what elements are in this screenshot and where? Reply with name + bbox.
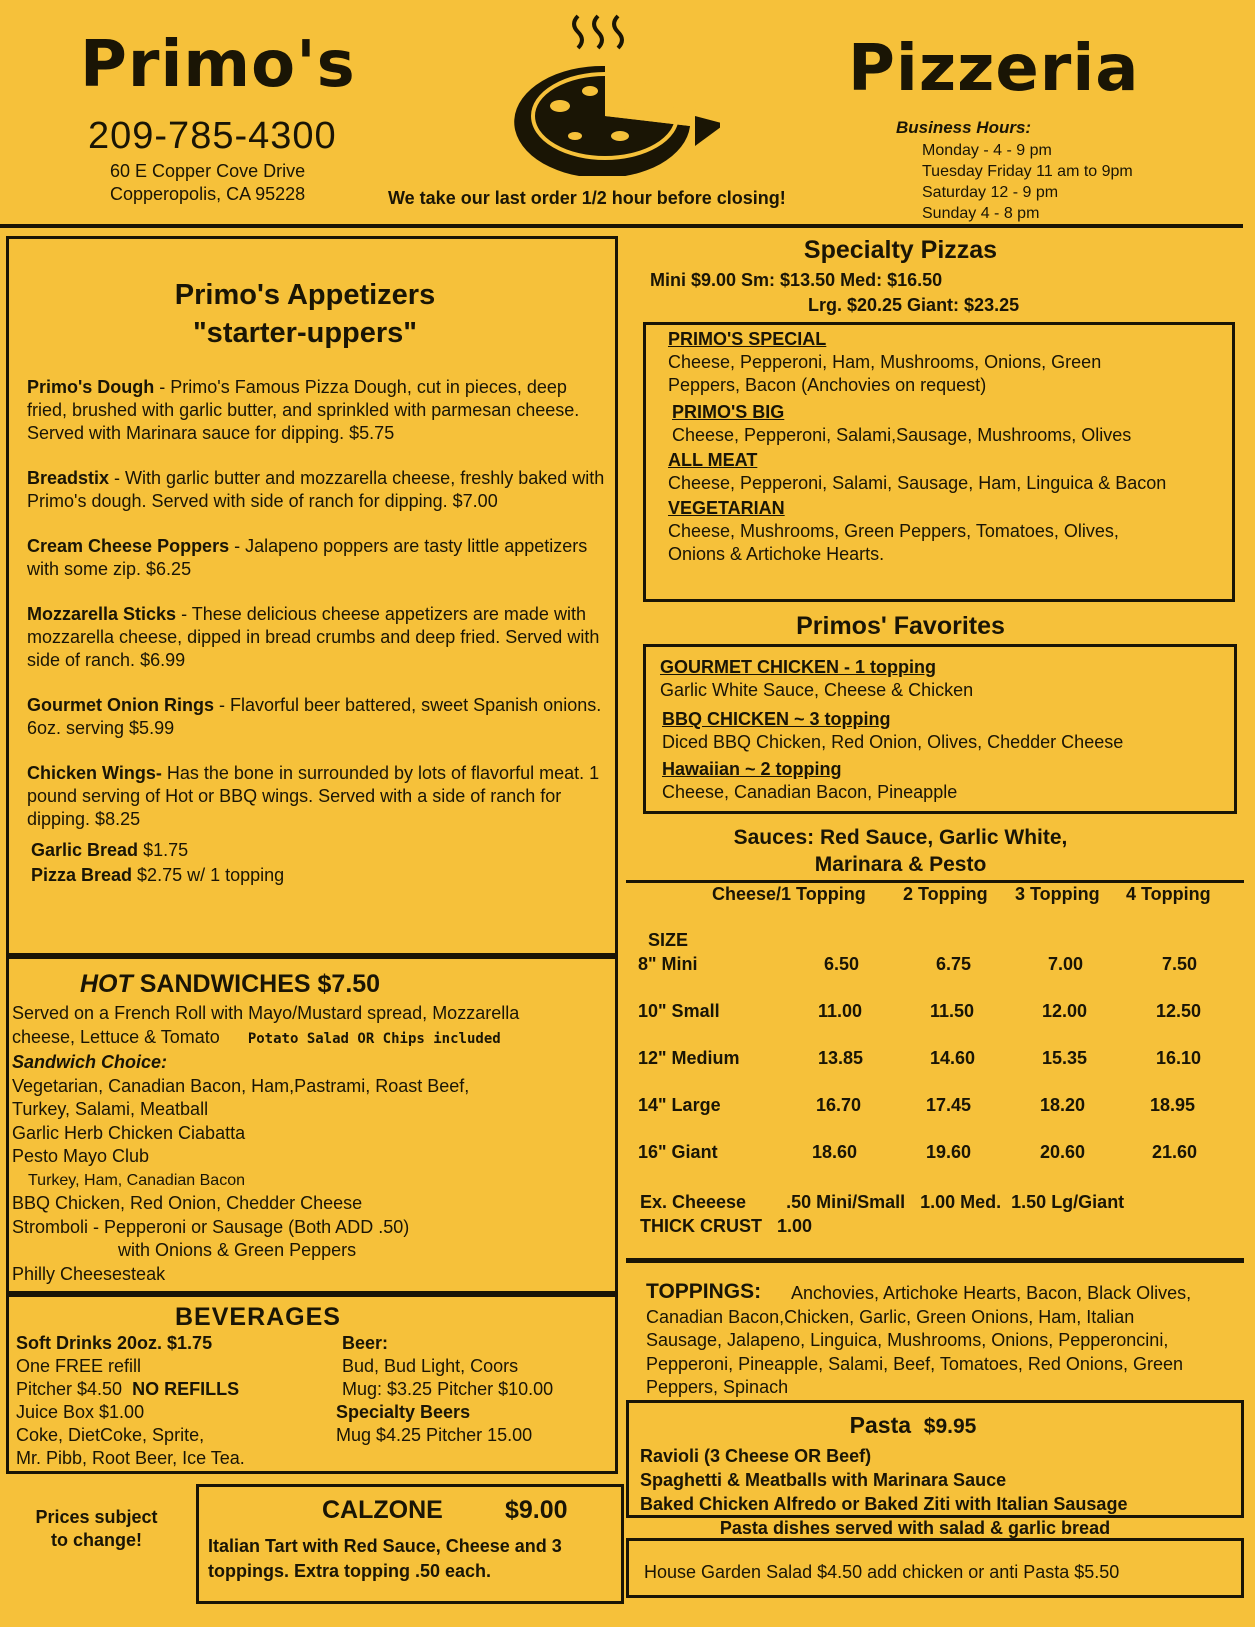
juice-box: Juice Box $1.00 [16, 1402, 145, 1422]
favorite-item [660, 656, 1220, 702]
specialty-name: VEGETARIAN [668, 498, 785, 518]
calzone-heading: CALZONE [322, 1496, 443, 1524]
favorite-name: GOURMET CHICKEN - 1 topping [660, 657, 936, 677]
favorite-desc: Garlic White Sauce, Cheese & Chicken [660, 680, 974, 700]
sandwich-choice: Philly Cheesesteak [12, 1263, 166, 1284]
specialty-item [668, 401, 1228, 447]
table-row [638, 1095, 1228, 1119]
pasta-item: Spaghetti & Meatballs with Marinara Sauce [640, 1470, 1007, 1490]
size-cell: 10" Small [638, 1001, 720, 1021]
appetizer-item [27, 376, 607, 445]
item-name: Mozzarella Sticks [27, 604, 177, 624]
price-cell: 16.10 [1156, 1048, 1202, 1068]
price-cell: 19.60 [926, 1142, 972, 1162]
specialty-item [668, 449, 1228, 495]
specialty-list [668, 328, 1228, 566]
specialty-prices: Mini $9.00 Sm: $13.50 Med: $16.50 [650, 270, 943, 290]
sandwich-choice: Vegetarian, Canadian Bacon, Ham,Pastrami, Roast Beef, [12, 1075, 470, 1096]
beverages-heading: BEVERAGES [175, 1303, 341, 1331]
pitcher-price: Pitcher $4.50 [16, 1379, 123, 1399]
specialty-beer-price: Mug $4.25 Pitcher 15.00 [336, 1425, 533, 1445]
beer-heading: Beer: [342, 1333, 389, 1353]
price-cell: 18.20 [1040, 1095, 1086, 1115]
specialty-name: PRIMO'S SPECIAL [668, 329, 827, 349]
sandwich-details [12, 1002, 612, 1286]
item-name: Primo's Dough [27, 377, 155, 397]
sandwich-desc [12, 1026, 612, 1052]
sandwich-choice: Pesto Mayo Club [12, 1146, 150, 1166]
title-pizzeria: Pizzeria [848, 32, 1140, 106]
appetizers-subtitle: "starter-uppers" [192, 317, 418, 349]
soft-drinks-price: Soft Drinks 20oz. $1.75 [16, 1333, 213, 1353]
item-name: Garlic Bread [31, 840, 139, 860]
item-desc: - With garlic butter and mozzarella cheese, freshly baked with Primo's dough. Served with side of ranch for dipping. $7.00 [27, 468, 605, 511]
sandwiches-heading [80, 970, 380, 999]
item-name: Cream Cheese Poppers [27, 536, 230, 556]
beer-price: Mug: $3.25 Pitcher $10.00 [342, 1379, 554, 1399]
price-cell: 13.85 [818, 1048, 864, 1068]
appetizer-item [27, 535, 607, 581]
address-line-1: 60 E Copper Cove Drive [110, 161, 306, 181]
specialty-item [668, 328, 1228, 397]
calzone-price: $9.00 [505, 1496, 568, 1524]
address [110, 160, 305, 206]
pasta-list [640, 1444, 1220, 1540]
price-cell: 18.95 [1150, 1095, 1196, 1115]
pasta-note: Pasta dishes served with salad & garlic bread [719, 1518, 1111, 1538]
sandwich-choice: Garlic Herb Chicken Ciabatta [12, 1122, 246, 1143]
item-name: Gourmet Onion Rings [27, 695, 214, 715]
price-cell: 7.50 [1162, 954, 1198, 974]
item-desc: - Primo's Famous Pizza Dough, cut in pieces, deep fried, brushed with garlic butter, and sprinkled with parmesan cheese. Served with Marinara sauce for dipping. $5.75 [27, 377, 580, 443]
price-cell: 20.60 [1040, 1142, 1086, 1162]
specialty-name: PRIMO'S BIG [672, 402, 785, 422]
appetizer-item [27, 762, 607, 831]
item-desc: - Flavorful beer battered, sweet Spanish onions. 6oz. serving $5.99 [27, 695, 602, 738]
col-header: 4 Topping [1126, 884, 1211, 904]
sandwich-choice: Stromboli - Pepperoni or Sausage (Both ADD .50) [12, 1216, 410, 1237]
price-cell: 17.45 [926, 1095, 972, 1115]
specialty-heading: Specialty Pizzas [803, 236, 998, 264]
sandwich-desc-text: cheese, Lettuce & Tomato [12, 1026, 220, 1047]
toppings-heading: TOPPINGS: [646, 1280, 762, 1303]
favorite-desc: Diced BBQ Chicken, Red Onion, Olives, Chedder Cheese [662, 732, 1124, 752]
size-cell: 12" Medium [638, 1048, 740, 1068]
favorites-list [660, 656, 1220, 804]
extra-cheese: Ex. Cheeese .50 Mini/Small 1.00 Med. 1.50 Lg/Giant [640, 1192, 1125, 1212]
sauces-line: Sauces: Red Sauce, Garlic White, [733, 826, 1068, 849]
item-price: $2.75 w/ 1 topping [132, 865, 285, 885]
favorite-name: BBQ CHICKEN ~ 3 topping [662, 709, 891, 729]
specialty-desc: Cheese, Pepperoni, Salami, Sausage, Ham, Linguica & Bacon [668, 473, 1167, 493]
pizza-logo-icon [490, 6, 720, 176]
sides-note: Potato Salad OR Chips included [247, 1030, 501, 1047]
sandwich-choice-sub: Turkey, Ham, Canadian Bacon [28, 1171, 245, 1189]
item-price: $1.75 [138, 840, 189, 860]
item-desc: - These delicious cheese appetizers are made with mozzarella cheese, dipped in bread crumbs and deep fried. Served with side of ranch. $6.99 [27, 604, 600, 670]
table-row [638, 954, 1228, 978]
header-divider [0, 224, 1243, 228]
price-cell: 18.60 [812, 1142, 858, 1162]
table-row [638, 1048, 1228, 1072]
price-cell: 16.70 [816, 1095, 862, 1115]
pasta-title: Pasta [849, 1412, 912, 1438]
no-refills: NO REFILLS [132, 1379, 240, 1399]
item-desc: - Jalapeno poppers are tasty little appetizers with some zip. $6.25 [27, 536, 588, 579]
appetizer-item [27, 467, 607, 513]
pizza-bread [27, 864, 607, 887]
garlic-bread [27, 839, 607, 862]
calzone-desc: Italian Tart with Red Sauce, Cheese and 3 toppings. Extra topping .50 each. [208, 1536, 562, 1581]
thick-crust: THICK CRUST 1.00 [640, 1216, 813, 1236]
specialty-desc: Cheese, Pepperoni, Ham, Mushrooms, Onions, Green Peppers, Bacon (Anchovies on request) [668, 352, 1102, 395]
price-cell: 11.00 [818, 1001, 863, 1021]
beer [336, 1332, 554, 1447]
col-header: 2 Topping [903, 884, 988, 904]
sandwich-choice-heading: Sandwich Choice: [12, 1052, 168, 1072]
sandwich-choice: Turkey, Salami, Meatball [12, 1099, 209, 1119]
specialty-prices: Lrg. $20.25 Giant: $23.25 [808, 295, 1020, 315]
size-cell: 8" Mini [638, 954, 698, 974]
sauces-line: Marinara & Pesto [814, 853, 987, 876]
item-desc: Has the bone in surrounded by lots of flavorful meat. 1 pound serving of Hot or BBQ wings. Served with a side of ranch for dipping. $8.25 [27, 763, 600, 829]
size-cell: 14" Large [638, 1095, 721, 1115]
item-name: Pizza Bread [31, 865, 133, 885]
specialty-name: ALL MEAT [668, 450, 758, 470]
price-cell: 7.00 [1048, 954, 1084, 974]
pasta-price: $9.95 [923, 1415, 977, 1438]
appetizers-heading [60, 276, 550, 352]
table-row [638, 1142, 1228, 1166]
hours-line: Monday - 4 - 9 pm [922, 142, 1052, 159]
toppings-divider [626, 1258, 1244, 1263]
pasta-item: Baked Chicken Alfredo or Baked Ziti with Italian Sausage [640, 1494, 1128, 1514]
price-cell: 21.60 [1152, 1142, 1198, 1162]
price-cell: 12.50 [1156, 1001, 1202, 1021]
beer-list: Bud, Bud Light, Coors [342, 1356, 519, 1376]
hours-line: Sunday 4 - 8 pm [922, 205, 1040, 222]
prices-subject-note [14, 1506, 179, 1552]
pitcher-line [16, 1378, 245, 1401]
favorite-desc: Cheese, Canadian Bacon, Pineapple [662, 782, 958, 802]
sandwiches-title: SANDWICHES $7.50 [132, 970, 381, 998]
appetizer-list [27, 376, 607, 889]
item-name: Breadstix [27, 468, 110, 488]
soda-list: Coke, DietCoke, Sprite, [16, 1425, 205, 1445]
refill-note: One FREE refill [16, 1356, 142, 1376]
col-header: 3 Topping [1015, 884, 1100, 904]
sandwich-choice-sub: with Onions & Green Peppers [118, 1240, 357, 1260]
toppings-list: Anchovies, Artichoke Hearts, Bacon, Black Olives, Canadian Bacon,Chicken, Garlic, Green Onions, Ham, Italian Sausage, Jalapeno, Linguica, Mushrooms, Onions, Pepperoncini, Pepperoni, Pineapple, Salami, Beef, Tomatoes, Red Onions, Green Peppers, Spinach [646, 1283, 1192, 1397]
last-order-note: We take our last order 1/2 hour before closing! [388, 188, 786, 208]
appetizer-item [27, 694, 607, 740]
business-hours-heading: Business Hours: [896, 118, 1032, 137]
favorite-item [660, 708, 1220, 754]
size-cell: 16" Giant [638, 1142, 718, 1162]
specialty-item [668, 497, 1228, 566]
title-primos: Primo's [80, 28, 356, 102]
price-cell: 14.60 [930, 1048, 976, 1068]
appetizers-title: Primo's Appetizers [174, 279, 436, 311]
sandwich-choice: BBQ Chicken, Red Onion, Chedder Cheese [12, 1193, 363, 1213]
specialty-beer-heading: Specialty Beers [336, 1402, 471, 1422]
specialty-desc: Cheese, Mushrooms, Green Peppers, Tomatoes, Olives, Onions & Artichoke Hearts. [668, 521, 1119, 564]
extras [640, 1190, 1124, 1238]
favorite-name: Hawaiian ~ 2 topping [662, 759, 842, 779]
favorite-item [660, 758, 1220, 804]
price-cell: 11.50 [930, 1001, 975, 1021]
price-cell: 6.75 [936, 954, 972, 974]
pasta-item: Ravioli (3 Cheese OR Beef) [640, 1446, 872, 1466]
hours-line: Tuesday Friday 11 am to 9pm [922, 163, 1133, 180]
sandwich-desc: Served on a French Roll with Mayo/Mustard spread, Mozzarella [12, 1003, 520, 1023]
price-cell: 15.35 [1042, 1048, 1088, 1068]
house-salad: House Garden Salad $4.50 add chicken or anti Pasta $5.50 [644, 1562, 1120, 1582]
soft-drinks [16, 1332, 245, 1470]
hot-label: HOT [80, 970, 133, 998]
col-header: Cheese/1 Topping [712, 884, 866, 904]
phone-number: 209-785-4300 [88, 115, 337, 157]
price-cell: 6.50 [824, 954, 860, 974]
item-name: Chicken Wings- [27, 763, 162, 783]
soda-list: Mr. Pibb, Root Beer, Ice Tea. [16, 1448, 245, 1468]
price-cell: 12.00 [1042, 1001, 1088, 1021]
favorites-heading: Primos' Favorites [796, 612, 1005, 640]
size-header: SIZE [648, 930, 689, 950]
hours-line: Saturday 12 - 9 pm [922, 184, 1059, 201]
table-row [638, 1001, 1228, 1025]
prices-note-line: Prices subject [35, 1507, 158, 1527]
price-table-divider [626, 880, 1244, 883]
prices-note-line: to change! [50, 1530, 142, 1550]
specialty-desc: Cheese, Pepperoni, Salami,Sausage, Mushrooms, Olives [672, 425, 1132, 445]
sauces [628, 824, 1173, 878]
business-hours [922, 140, 1133, 224]
address-line-2: Copperopolis, CA 95228 [110, 184, 306, 204]
appetizer-item [27, 603, 607, 672]
pasta-heading [628, 1412, 1198, 1439]
